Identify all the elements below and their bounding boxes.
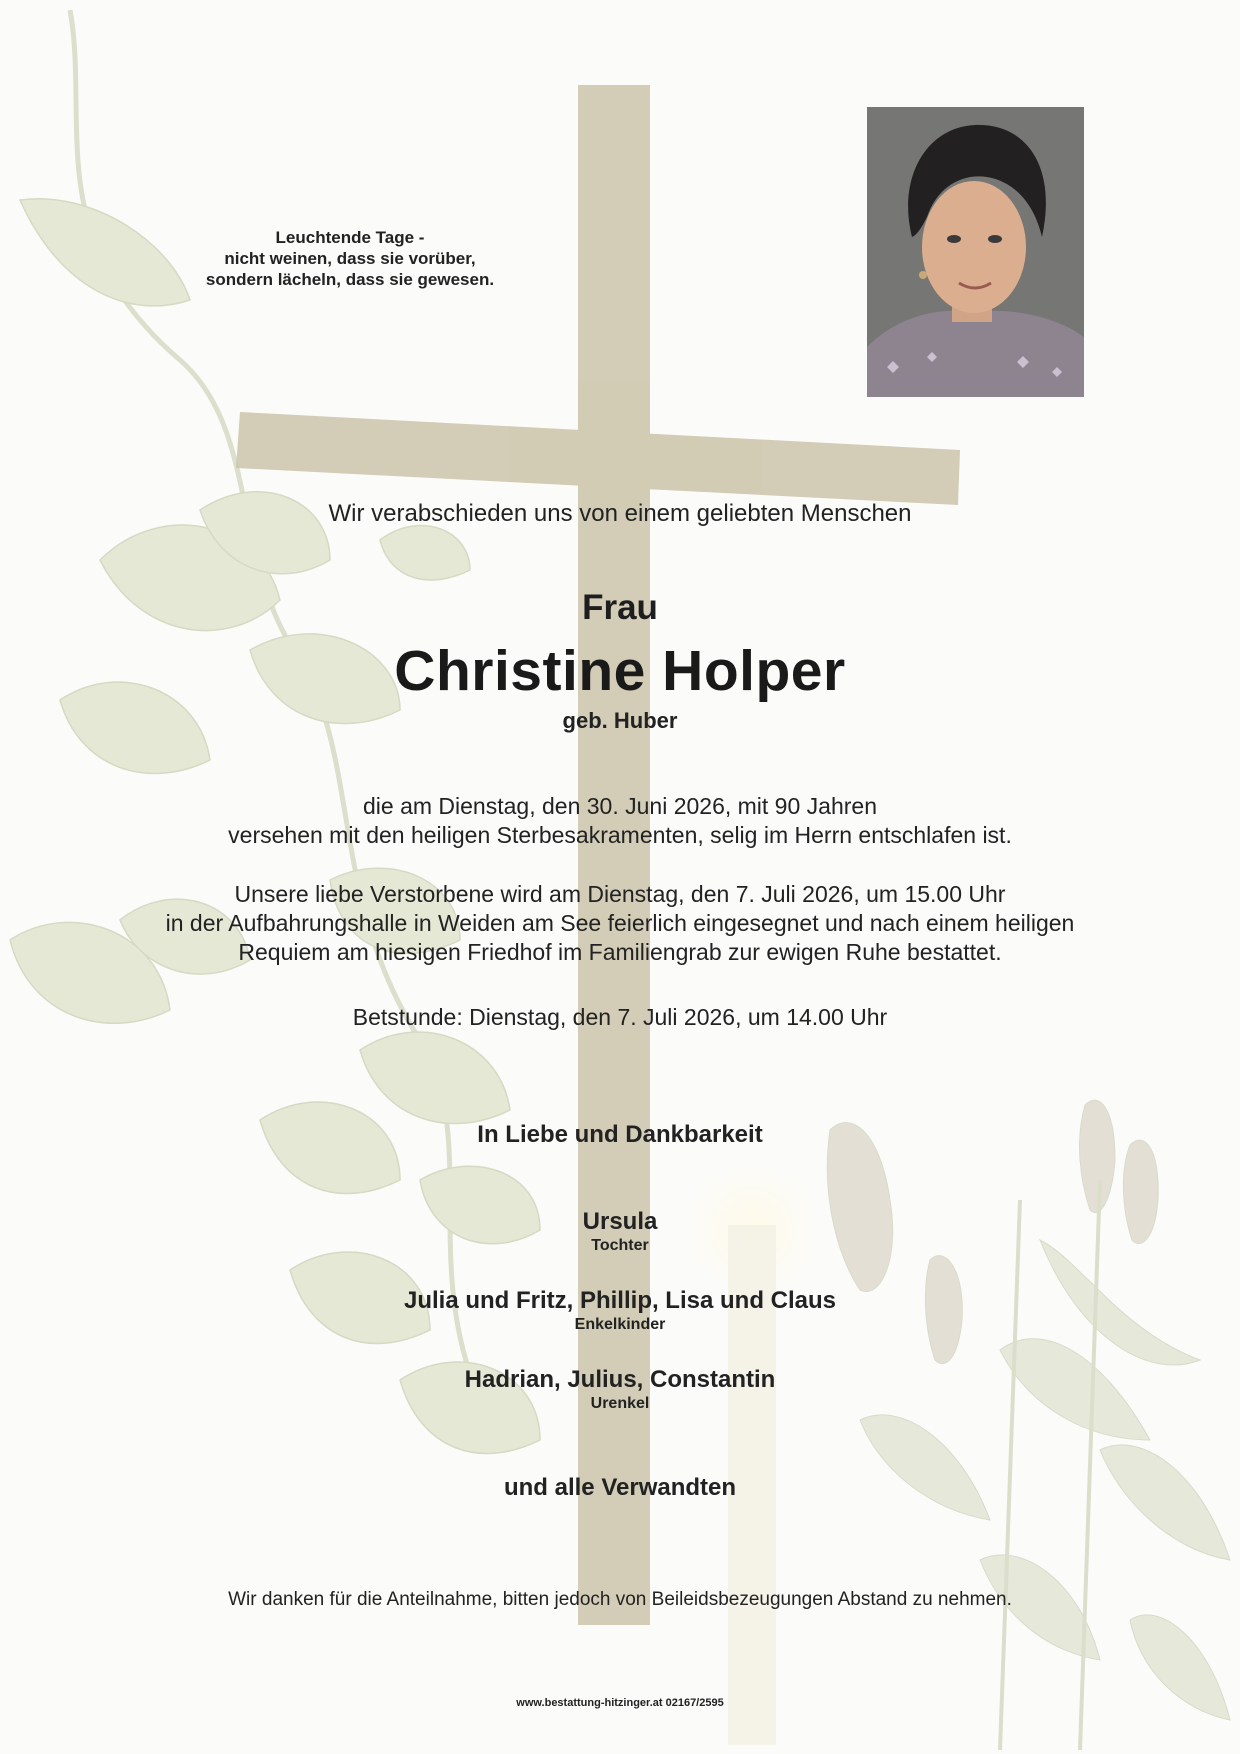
prayer-hour: Betstunde: Dienstag, den 7. Juli 2026, um 14.00 Uhr — [352, 1004, 888, 1030]
mourner-names: Ursula — [582, 1208, 658, 1235]
poem-line: Leuchtende Tage - — [275, 228, 425, 247]
funeral-line: Requiem am hiesigen Friedhof im Familiengrab zur ewigen Ruhe bestattet. — [238, 939, 1002, 965]
poem-line: sondern lächeln, dass sie gewesen. — [205, 270, 495, 289]
death-notice-line: die am Dienstag, den 30. Juni 2026, mit 90 Jahren — [363, 793, 877, 819]
funeral-line: Unsere liebe Verstorbene wird am Dienstag, den 7. Juli 2026, um 15.00 Uhr — [234, 881, 1006, 907]
cross-decoration — [236, 85, 960, 1625]
deceased-name: Christine Holper — [394, 639, 846, 703]
portrait-photo — [867, 107, 1084, 397]
mourner-relation: Enkelkinder — [574, 1316, 666, 1333]
closing-heading: In Liebe und Dankbarkeit — [477, 1121, 763, 1148]
poem-line: nicht weinen, dass sie vorüber, — [224, 249, 476, 268]
mourner-names: Hadrian, Julius, Constantin — [464, 1366, 776, 1393]
funeral-line: in der Aufbahrungshalle in Weiden am See feierlich eingesegnet und nach einem heiligen — [165, 910, 1075, 936]
grass-decoration — [827, 1100, 1230, 1750]
mourner-relation: Urenkel — [590, 1395, 650, 1412]
portrait-illustration — [867, 107, 1084, 397]
relatives-line: und alle Verwandten — [503, 1474, 737, 1501]
poem-quote — [150, 227, 550, 290]
funeral-home-footer: www.bestattung-hitzinger.at 02167/2595 — [516, 1697, 724, 1709]
death-notice-line: versehen mit den heiligen Sterbesakramenten, selig im Herrn entschlafen ist. — [228, 822, 1012, 848]
mourner-relation: Tochter — [591, 1237, 649, 1254]
intro-text: Wir verabschieden uns von einem geliebten Menschen — [328, 500, 912, 527]
thanks-note: Wir danken für die Anteilnahme, bitten jedoch von Beileidsbezeugungen Abstand zu nehmen. — [228, 1589, 1012, 1610]
funeral-details — [0, 880, 1240, 967]
birth-name: geb. Huber — [562, 708, 678, 733]
mourner-names: Julia und Fritz, Phillip, Lisa und Claus — [403, 1287, 837, 1314]
salutation: Frau — [582, 588, 658, 627]
death-notice — [0, 792, 1240, 850]
